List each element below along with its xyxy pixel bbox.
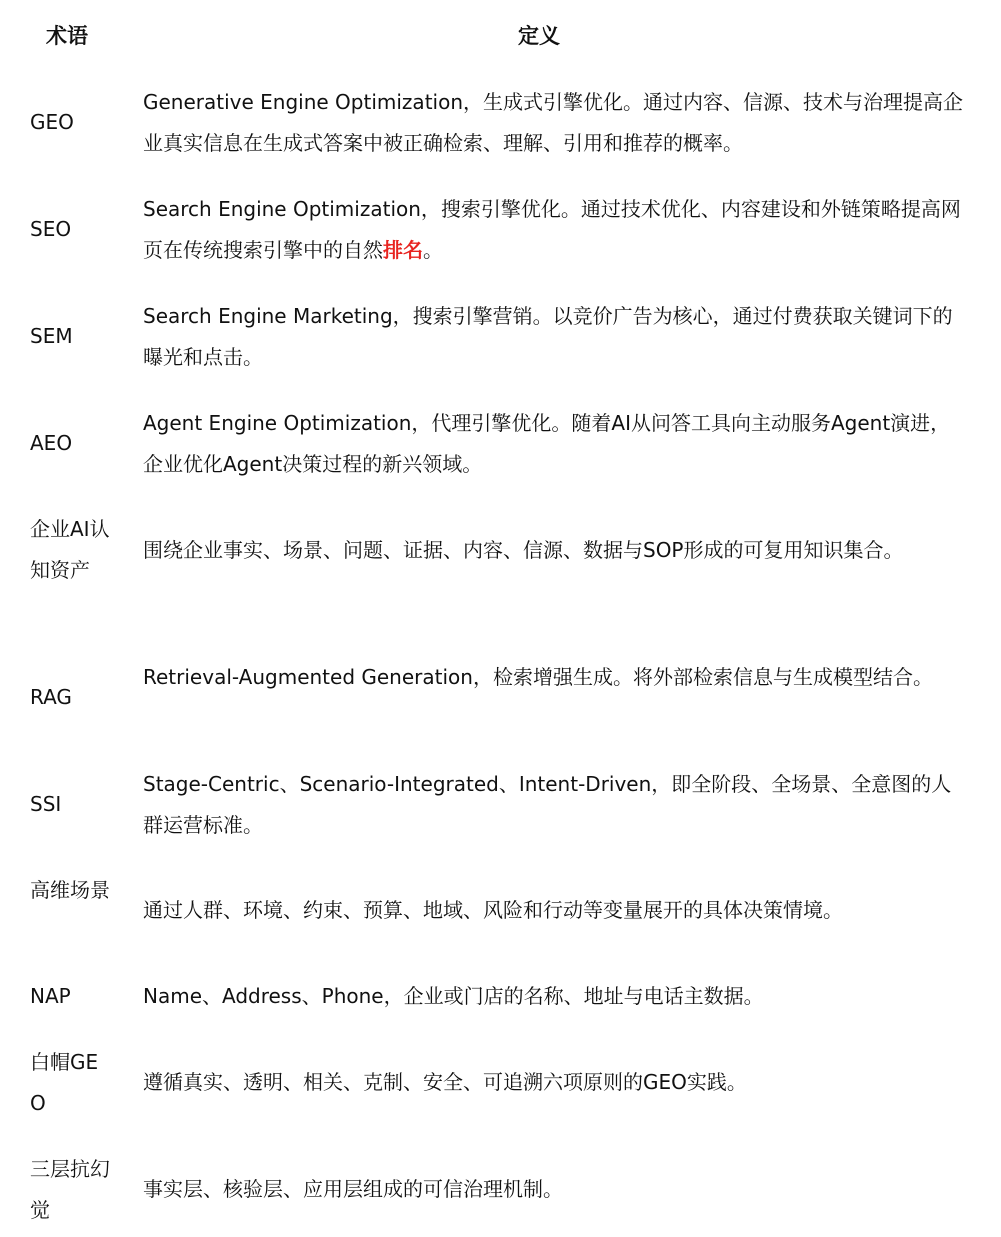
term-cell: 高维场景 [30,878,110,902]
table-row [0,82,1001,164]
table-row [0,189,1001,271]
definition-cell: Name、Address、Phone，企业或门店的名称、地址与电话主数据。 [143,984,764,1008]
table-row [0,403,1001,485]
term-cell: GEO [30,110,74,134]
table-row [0,509,1001,632]
table-row [0,1042,1001,1124]
table-row [0,1149,1001,1231]
definition-cell [143,189,967,271]
term-cell: SEO [30,217,72,241]
table-row [0,296,1001,378]
term-cell: 企业AI认知资产 [30,517,110,582]
table-row [0,764,1001,846]
term-cell: AEO [30,431,73,455]
term-cell: SEM [30,324,73,348]
table-row [0,870,1001,952]
table-row [0,657,1001,739]
table-row [0,976,1001,1017]
term-cell: SSI [30,792,62,816]
table-header [0,0,1001,72]
term-cell: RAG [30,685,72,709]
definition-cell: 遵循真实、透明、相关、克制、安全、可追溯六项原则的GEO实践。 [143,1070,747,1094]
definition-cell: Retrieval-Augmented Generation，检索增强生成。将外部检索信息与生成模型结合。 [143,665,933,689]
term-cell: 白帽GEO [30,1050,99,1115]
definition-cell: 通过人群、环境、约束、预算、地域、风险和行动等变量展开的具体决策情境。 [143,898,843,922]
highlighted-keyword: 排名 [383,238,423,262]
definition-cell: Search Engine Marketing，搜索引擎营销。以竞价广告为核心，通过付费获取关键词下的曝光和点击。 [143,304,953,369]
header-definition: 定义 [518,24,560,48]
definition-cell: 事实层、核验层、应用层组成的可信治理机制。 [143,1177,563,1201]
definition-cell: Stage-Centric、Scenario-Integrated、Intent-Driven，即全阶段、全场景、全意图的人群运营标准。 [143,772,952,837]
definition-text-end: 。 [423,238,443,262]
definition-cell: 围绕企业事实、场景、问题、证据、内容、信源、数据与SOP形成的可复用知识集合。 [143,538,904,562]
definition-text: Search Engine Optimization，搜索引擎优化。通过技术优化、内容建设和外链策略提高网页在传统搜索引擎中的自然 [143,197,961,262]
term-cell: 三层抗幻觉 [30,1157,110,1222]
term-cell: NAP [30,984,71,1008]
definition-cell: Agent Engine Optimization，代理引擎优化。随着AI从问答工具向主动服务Agent演进，企业优化Agent决策过程的新兴领域。 [143,411,951,476]
definition-cell: Generative Engine Optimization，生成式引擎优化。通过内容、信源、技术与治理提高企业真实信息在生成式答案中被正确检索、理解、引用和推荐的概率。 [143,90,963,155]
header-term: 术语 [46,24,88,48]
